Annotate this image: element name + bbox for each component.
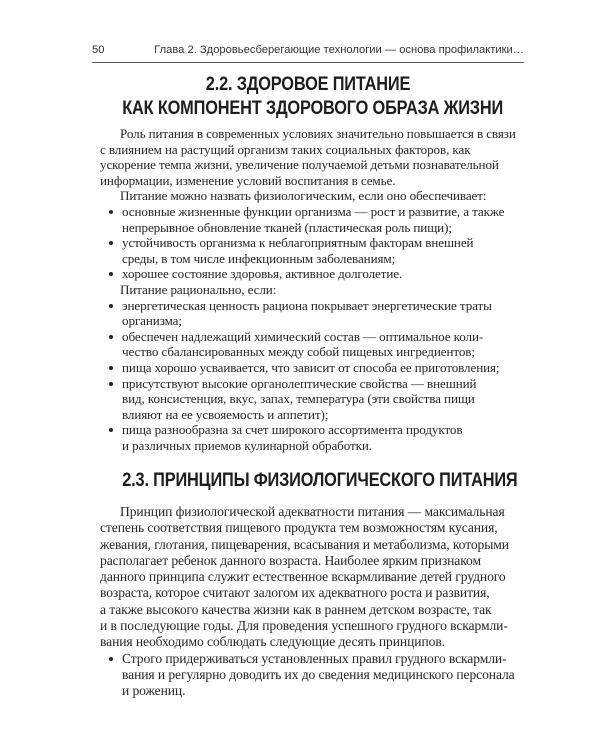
section-2-2-body [100, 126, 518, 453]
bullet-icon [109, 428, 113, 432]
text-line: вания и регулярно доводить их до сведения медицинского персонала [122, 666, 515, 682]
running-header [92, 44, 524, 56]
text-line: с влиянием на растущий организм таких социальных факторов, как [100, 141, 471, 157]
text-line: Принцип физиологической адекватности питания — максимальная [120, 504, 505, 519]
section-2-3-title: 2.3. ПРИНЦИПЫ ФИЗИОЛОГИЧЕСКОГО ПИТАНИЯ [122, 470, 518, 491]
bullet-icon [109, 272, 113, 276]
text-line: энергетическая ценность рациона покрывает энергетические траты [122, 297, 492, 313]
text-line: организма; [122, 313, 182, 329]
list-item [100, 651, 518, 700]
text-line: вания необходимо соблюдать следующие десять принципов. [100, 634, 445, 650]
text-line: среды, в том числе инфекционным заболеваниям; [122, 250, 396, 266]
bullet-icon [109, 366, 113, 370]
intro-paragraph [100, 126, 518, 188]
text-line: устойчивость организма к неблагоприятным факторам внешней [122, 235, 474, 251]
bullet-icon [109, 335, 113, 339]
page-number: 50 [92, 44, 105, 56]
text-line: жевания, глотания, пищеварения, всасывания и метаболизма, которыми [100, 536, 509, 552]
text-line: а также высокого качества жизни как в раннем детском возрасте, так [100, 601, 492, 617]
text-line: Роль питания в современных условиях значительно повышается в связи [120, 126, 516, 141]
text-line: степень соответствия пищевого продукта тем возможностям кусания, [100, 520, 498, 536]
section-2-3-body [100, 504, 518, 700]
text-line: чество сбалансированных между собой пищевых ингредиентов; [122, 344, 475, 360]
text-line: вид, консистенция, вкус, запах, температура (эти свойства пищи [122, 391, 475, 407]
list-item [100, 266, 518, 282]
text-line: возраста, которое считают залогом их адекватного роста и развития, [100, 585, 490, 601]
text-line: непрерывное обновление тканей (пластическая роль пищи); [122, 219, 452, 235]
list-lead: Питание можно назвать физиологическим, если оно обеспечивает: [120, 188, 487, 204]
text-line: Строго придерживаться установленных правил грудного вскармли- [122, 650, 507, 666]
section-2-2-title-line2: КАК КОМПОНЕНТ ЗДОРОВОГО ОБРАЗА ЖИЗНИ [122, 98, 504, 119]
list-item [100, 298, 518, 329]
bullet-icon [109, 210, 113, 214]
text-line: хорошее состояние здоровья, активное долголетие. [122, 266, 403, 282]
principle-paragraph [100, 504, 518, 651]
header-rule [92, 62, 524, 63]
section-2-2-title-line1: 2.2. ЗДОРОВОЕ ПИТАНИЕ [205, 74, 411, 95]
text-line: и в последующие годы. Для проведения успешного грудного вскармли- [100, 618, 508, 634]
bullet-icon [109, 657, 113, 661]
text-line: и различных приемов кулинарной обработки. [122, 437, 372, 453]
list-item [100, 376, 518, 423]
text-line: информации, изменение условий воспитания в семье. [100, 172, 396, 188]
text-line: обеспечен надлежащий химический состав — оптимальное коли- [122, 328, 484, 344]
text-line: располагает ребенок данного возраста. Наиболее ярким признаком [100, 552, 481, 568]
bullet-icon [109, 241, 113, 245]
list-item [100, 204, 518, 235]
list-item [100, 235, 518, 266]
text-line: пища хорошо усваивается, что зависит от способа ее приготовления; [122, 359, 500, 375]
text-line: данного принципа служит естественное вскармливание детей грудного [100, 569, 506, 585]
bullet-icon [109, 304, 113, 308]
text-line: пища разнообразна за счет широкого ассортимента продуктов [122, 422, 463, 438]
text-line: присутствуют высокие органолептические свойства — внешний [122, 375, 477, 391]
list-item [100, 329, 518, 360]
text-line: влияют на ее усвояемость и аппетит); [122, 406, 329, 422]
text-line: основные жизненные функции организма — рост и развитие, а также [122, 203, 505, 219]
text-line: и рожениц. [122, 683, 186, 699]
chapter-title: Глава 2. Здоровьесберегающие технологии — основа профилактики… [154, 44, 524, 56]
list-item [100, 422, 518, 453]
text-line: ускорение темпа жизни, увеличение получаемой детьми познавательной [100, 157, 499, 173]
bullet-icon [109, 382, 113, 386]
list-item [100, 360, 518, 376]
list-lead: Питание рационально, если: [120, 281, 277, 297]
